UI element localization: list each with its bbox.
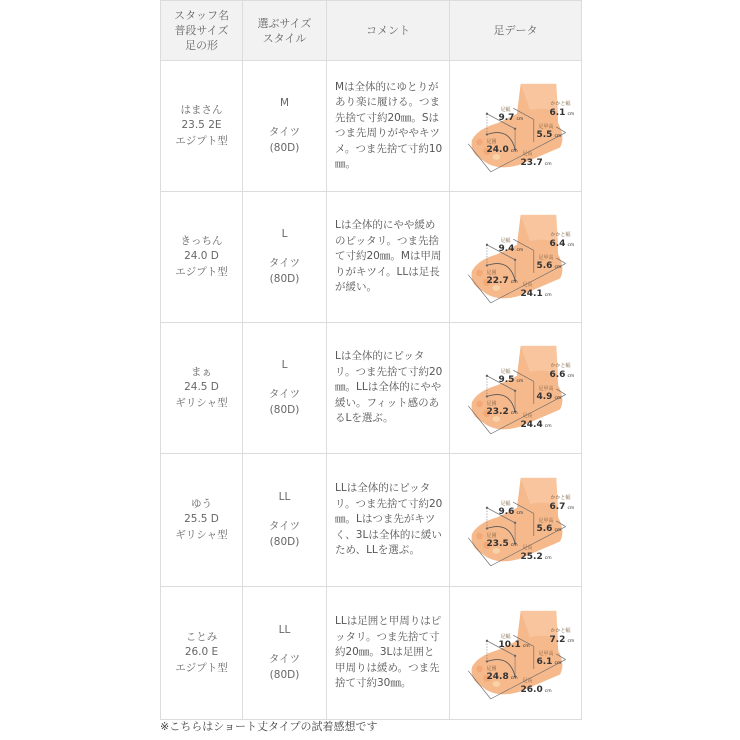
foot-diagram [455, 198, 577, 316]
comment-cell: Lは全体的にピッタリ。つま先捨て寸約20㎜。LLは全体的にやや緩い。フィット感のあるLを選ぶ。 [327, 323, 450, 454]
girth-label: 足囲 [486, 533, 497, 539]
heel-width-value: 6.1 cm [549, 108, 575, 118]
girth-value: 23.2 cm [486, 407, 518, 417]
length-value: 23.7 cm [520, 158, 552, 168]
staff-foot-shape: ギリシャ型 [175, 396, 228, 409]
size-cell [243, 454, 327, 587]
heel-width-label: かかと幅 [550, 495, 571, 501]
instep-height-value: 5.5 cm [536, 130, 562, 140]
denier: (80D) [269, 403, 300, 416]
foot-width-value: 9.4 cm [498, 244, 524, 254]
foot-data-cell [450, 587, 582, 720]
girth-value: 22.7 cm [486, 276, 518, 286]
girth-value: 24.8 cm [486, 672, 518, 682]
table-row [161, 323, 582, 454]
foot-width-value: 9.7 cm [498, 113, 524, 123]
denier: (80D) [269, 141, 300, 154]
table-row [161, 587, 582, 720]
length-label: 足長 [522, 545, 533, 551]
size-cell [243, 192, 327, 323]
header-foot-data [450, 1, 582, 61]
foot-diagram [455, 461, 577, 579]
header-line: スタイル [262, 31, 307, 45]
length-value: 26.0 cm [520, 685, 552, 695]
instep-height-value: 4.9 cm [536, 392, 562, 402]
length-value: 24.1 cm [520, 289, 552, 299]
foot-width-label: 足幅 [500, 369, 511, 375]
instep-height-label: 足甲高 [538, 651, 554, 657]
heel-width-label: かかと幅 [550, 363, 571, 369]
header-line: 足の形 [185, 39, 218, 52]
chosen-size: L [281, 227, 288, 240]
foot-data-cell [450, 61, 582, 192]
foot-diagram [455, 594, 577, 712]
heel-width-value: 7.2 cm [549, 635, 575, 645]
foot-illustration-icon [455, 329, 577, 447]
heel-width-label: かかと幅 [550, 628, 571, 634]
header-comment [327, 1, 450, 61]
chosen-size: M [279, 96, 290, 109]
fitting-table-container [160, 0, 581, 720]
staff-name: まぁ [191, 365, 212, 378]
girth-label: 足囲 [486, 666, 497, 672]
instep-height-label: 足甲高 [538, 124, 554, 130]
denier: (80D) [269, 535, 300, 548]
staff-name: きっちん [180, 234, 223, 247]
foot-illustration-icon [455, 594, 577, 712]
style: タイツ [268, 388, 301, 401]
instep-height-label: 足甲高 [538, 255, 554, 261]
girth-label: 足囲 [486, 270, 497, 276]
footnote: ※こちらはショート丈タイプの試着感想です [160, 720, 378, 733]
size-cell [243, 323, 327, 454]
foot-width-value: 9.5 cm [498, 375, 524, 385]
header-size [243, 1, 327, 61]
girth-value: 23.5 cm [486, 539, 518, 549]
heel-width-value: 6.4 cm [549, 239, 575, 249]
girth-value: 24.0 cm [486, 145, 518, 155]
header-line: 普段サイズ [174, 24, 229, 37]
header-line: スタッフ名 [174, 9, 229, 22]
table-header-row [161, 1, 582, 61]
foot-width-value: 10.1 cm [498, 640, 530, 650]
chosen-size: LL [278, 623, 291, 636]
size-cell [243, 61, 327, 192]
foot-data-cell [450, 454, 582, 587]
instep-height-value: 5.6 cm [536, 261, 562, 271]
style: タイツ [268, 257, 301, 270]
table-row [161, 192, 582, 323]
staff-foot-shape: ギリシャ型 [175, 528, 228, 541]
staff-usual-size: 25.5 D [184, 513, 219, 526]
foot-data-cell [450, 192, 582, 323]
staff-cell [161, 587, 243, 720]
foot-illustration-icon [455, 461, 577, 579]
length-label: 足長 [522, 282, 533, 288]
heel-width-label: かかと幅 [550, 101, 571, 107]
chosen-size: LL [278, 490, 291, 503]
header-line: 選ぶサイズ [257, 16, 312, 30]
heel-width-label: かかと幅 [550, 232, 571, 238]
foot-width-label: 足幅 [500, 238, 511, 244]
comment-cell: Lは全体的にやや緩めのピッタリ。つま先捨て寸約20㎜。Mは甲周りがキツイ。LLは足長が緩い。 [327, 192, 450, 323]
heel-width-value: 6.7 cm [549, 502, 575, 512]
header-line: コメント [366, 24, 410, 37]
instep-height-value: 5.6 cm [536, 524, 562, 534]
table-row [161, 454, 582, 587]
length-value: 24.4 cm [520, 420, 552, 430]
girth-label: 足囲 [486, 401, 497, 407]
staff-cell [161, 454, 243, 587]
foot-width-value: 9.6 cm [498, 507, 524, 517]
staff-foot-shape: エジプト型 [175, 265, 228, 278]
comment-cell: Mは全体的にゆとりがあり楽に履ける。つま先捨て寸約20㎜。Sはつま先周りがややキツメ。つま先捨て寸約10㎜。 [327, 61, 450, 192]
fitting-table [160, 0, 582, 720]
staff-name: はまさん [180, 103, 223, 116]
style: タイツ [268, 653, 301, 666]
instep-height-value: 6.1 cm [536, 657, 562, 667]
length-label: 足長 [522, 678, 533, 684]
foot-width-label: 足幅 [500, 107, 511, 113]
staff-cell [161, 192, 243, 323]
table-row [161, 61, 582, 192]
foot-width-label: 足幅 [500, 501, 511, 507]
style: タイツ [268, 126, 301, 139]
instep-height-label: 足甲高 [538, 386, 554, 392]
staff-cell [161, 323, 243, 454]
foot-illustration-icon [455, 67, 577, 185]
instep-height-label: 足甲高 [538, 518, 554, 524]
staff-name: ゆう [191, 497, 212, 510]
foot-width-label: 足幅 [500, 634, 511, 640]
denier: (80D) [269, 668, 300, 681]
length-label: 足長 [522, 151, 533, 157]
staff-usual-size: 24.0 D [184, 250, 219, 263]
header-line: 足データ [493, 24, 538, 37]
comment-cell: LLは足囲と甲周りはピッタリ。つま先捨て寸約20㎜。3Lは足囲と甲周りは緩め。つま先捨て寸約30㎜。 [327, 587, 450, 720]
style: タイツ [268, 520, 301, 533]
staff-usual-size: 23.5 2E [181, 119, 222, 132]
denier: (80D) [269, 272, 300, 285]
header-staff [161, 1, 243, 61]
foot-diagram [455, 67, 577, 185]
staff-foot-shape: エジプト型 [175, 134, 228, 147]
length-label: 足長 [522, 413, 533, 419]
foot-data-cell [450, 323, 582, 454]
foot-diagram [455, 329, 577, 447]
size-cell [243, 587, 327, 720]
foot-illustration-icon [455, 198, 577, 316]
staff-usual-size: 26.0 E [184, 646, 219, 659]
length-value: 25.2 cm [520, 552, 552, 562]
staff-usual-size: 24.5 D [184, 381, 219, 394]
girth-label: 足囲 [486, 139, 497, 145]
chosen-size: L [281, 358, 288, 371]
staff-foot-shape: エジプト型 [175, 661, 228, 674]
comment-cell: LLは全体的にピッタリ。つま先捨て寸約20㎜。Lはつま先がキツく、3Lは全体的に緩いため、LLを選ぶ。 [327, 454, 450, 587]
heel-width-value: 6.6 cm [549, 370, 575, 380]
staff-cell [161, 61, 243, 192]
staff-name: ことみ [185, 630, 218, 643]
